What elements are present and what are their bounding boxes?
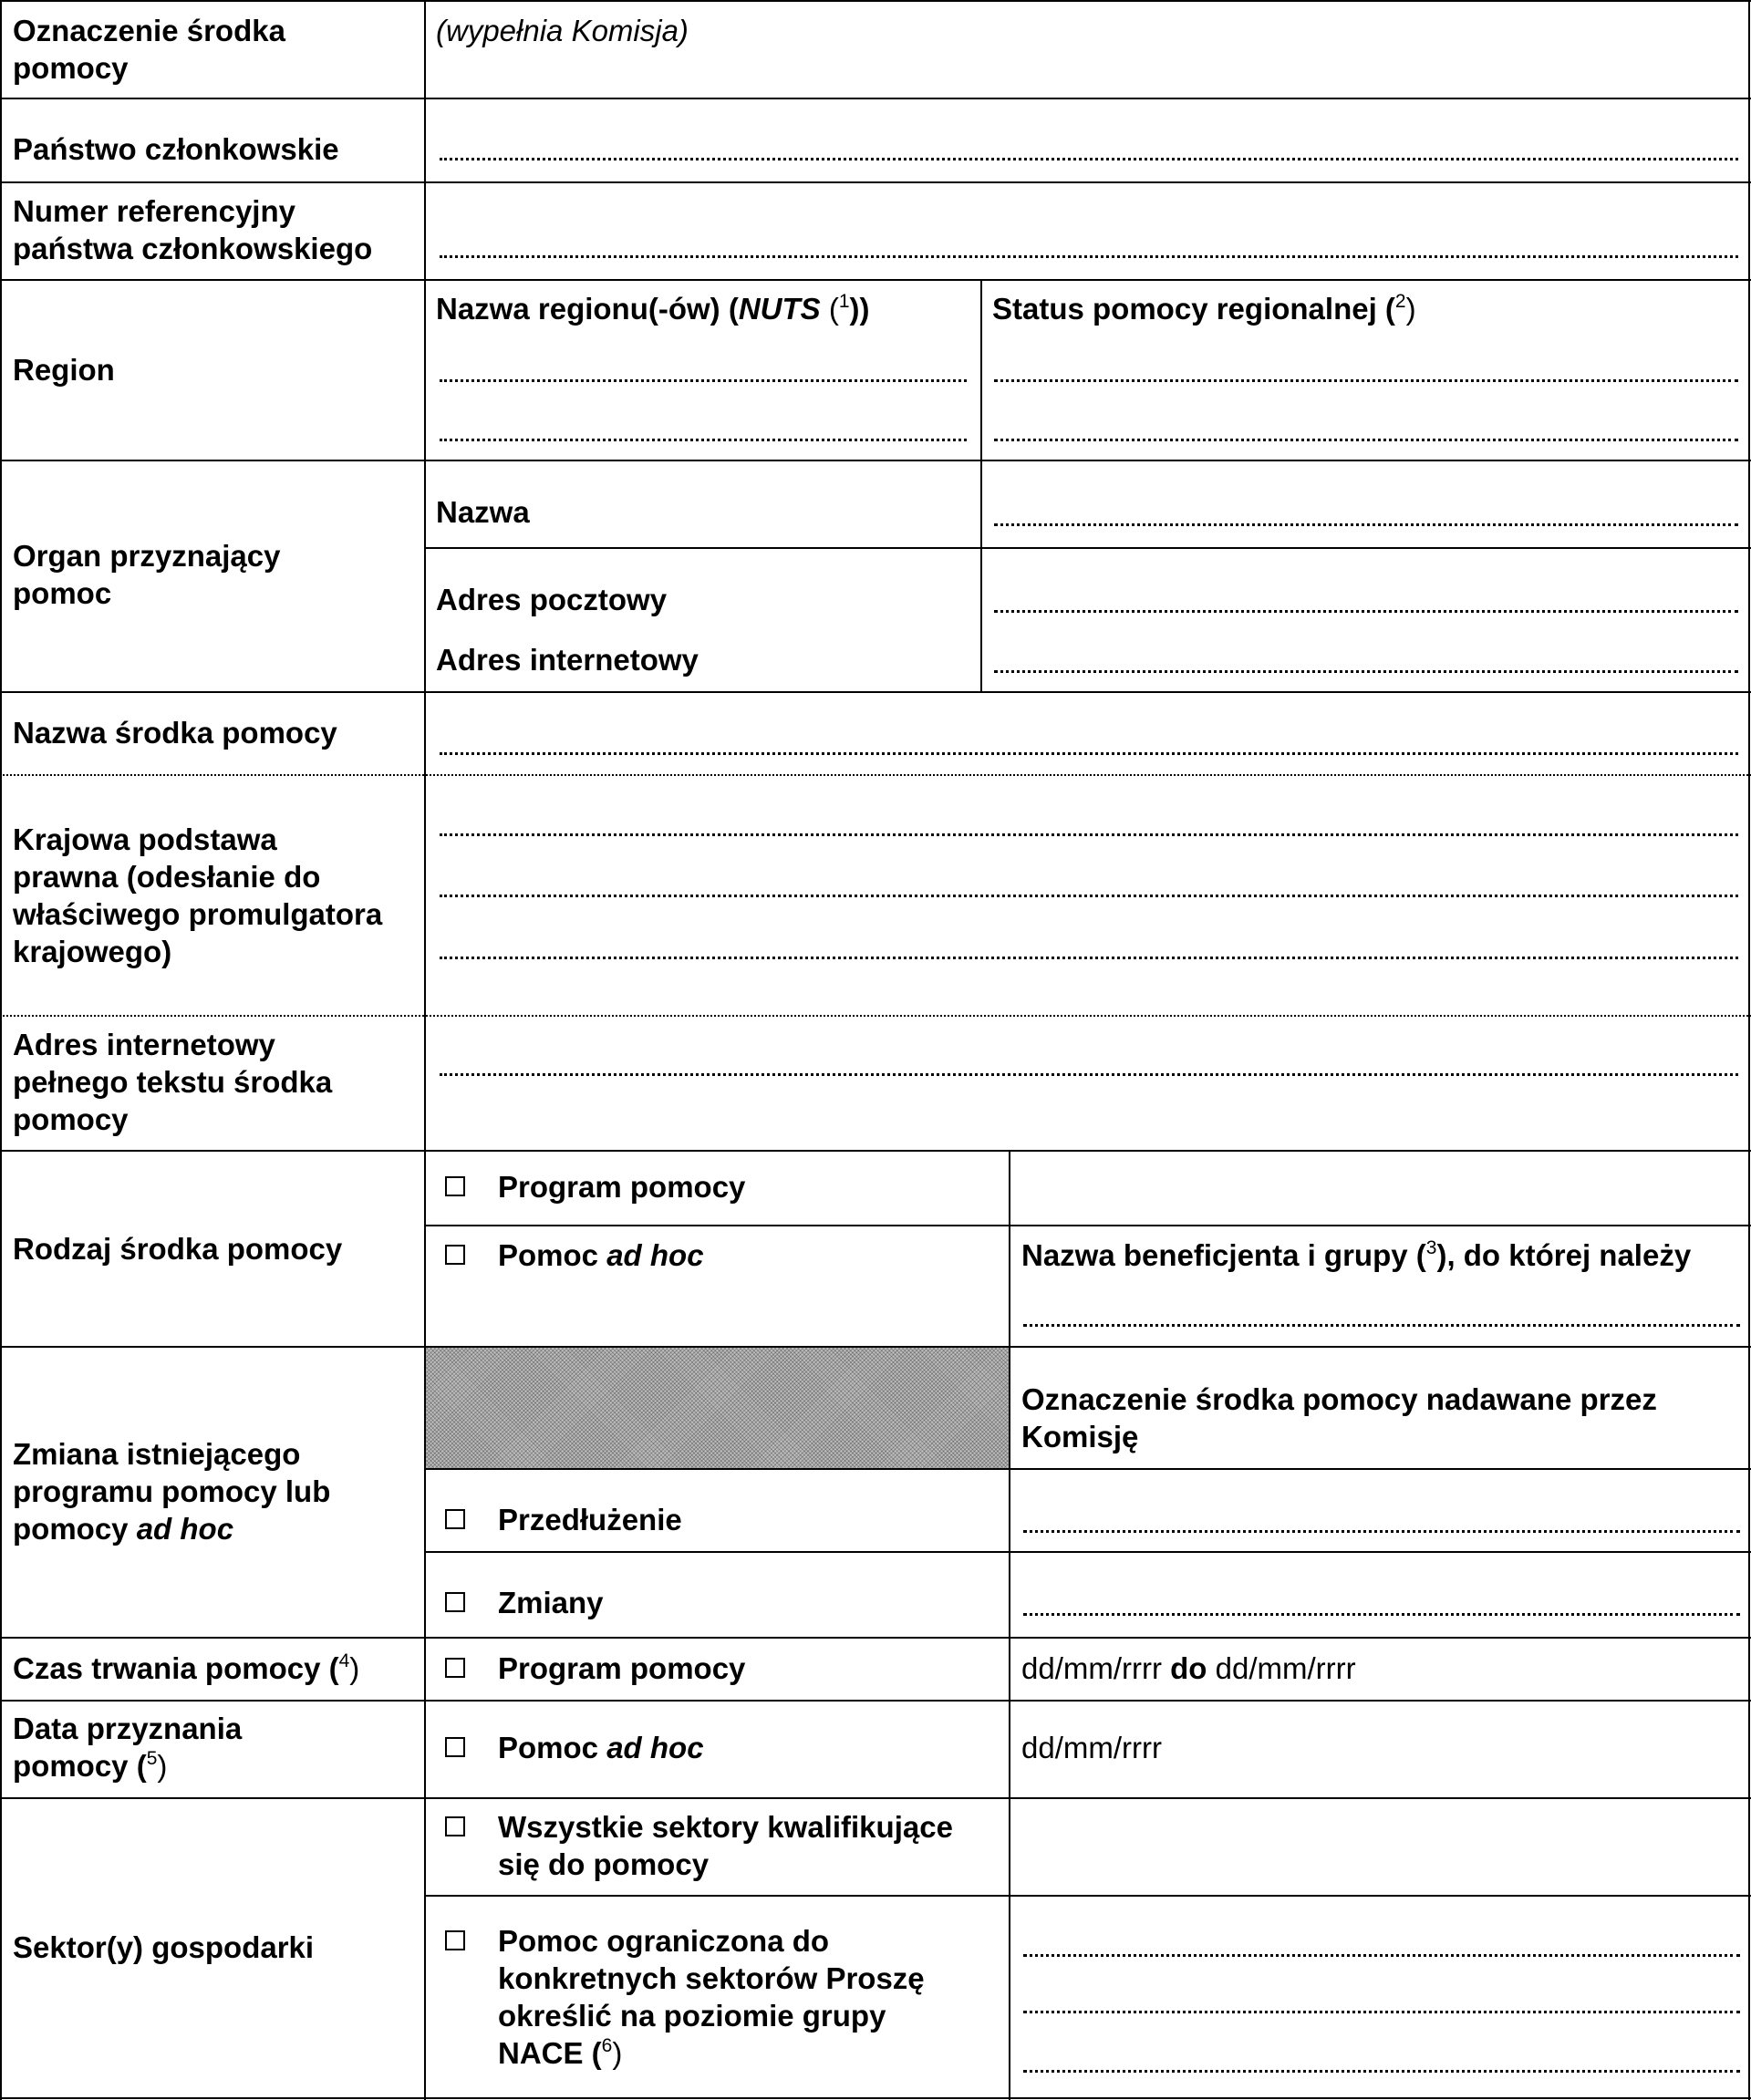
- extension-field[interactable]: [1023, 1530, 1740, 1533]
- label-przedluzenie: Przedłużenie: [498, 1503, 682, 1536]
- row-divider: [0, 1150, 1751, 1152]
- beneficiary-field[interactable]: [1023, 1324, 1740, 1327]
- label-sektor: Sektor(y) gospodarki: [13, 1930, 315, 1964]
- web-address-field[interactable]: [994, 670, 1738, 673]
- row-divider: [0, 460, 1751, 461]
- checkbox-program-pomocy[interactable]: [445, 1176, 465, 1196]
- row-divider: [0, 181, 1751, 183]
- cell-divider: [424, 547, 1751, 549]
- label-column-divider: [424, 0, 426, 2100]
- label-pomoc-ad-hoc: Pomoc ad hoc: [498, 1238, 704, 1272]
- checkbox-pomoc-ograniczona[interactable]: [445, 1930, 465, 1950]
- duration-dates[interactable]: dd/mm/rrrr do dd/mm/rrrr: [1021, 1651, 1356, 1685]
- cell-divider: [424, 1895, 1751, 1897]
- sector-field-1[interactable]: [1023, 1954, 1740, 1957]
- label-data-line1: Data przyznania: [13, 1712, 243, 1745]
- label-krajowa-line4: krajowego): [13, 935, 172, 968]
- checkbox-czas-program-pomocy[interactable]: [445, 1658, 465, 1678]
- row-divider-dotted: [0, 774, 1751, 776]
- label-organ-line2: pomoc: [13, 576, 112, 610]
- cell-divider: [424, 1468, 1751, 1470]
- label-ograniczona-line2: konkretnych sektorów Proszę: [498, 1961, 925, 1995]
- label-wszystkie-line2: się do pomocy: [498, 1847, 710, 1881]
- label-czas-program-pomocy: Program pomocy: [498, 1651, 746, 1685]
- label-zmiana-line1: Zmiana istniejącego: [13, 1437, 301, 1471]
- row-divider: [0, 1700, 1751, 1702]
- row-divider: [0, 98, 1751, 99]
- label-ograniczona-line1: Pomoc ograniczona do: [498, 1924, 830, 1958]
- label-zmiana-line2: programu pomocy lub: [13, 1474, 331, 1508]
- label-region: Region: [13, 353, 115, 387]
- label-adres-www-line3: pomocy: [13, 1102, 129, 1136]
- commission-ref-line2: Komisję: [1021, 1420, 1139, 1453]
- changes-field[interactable]: [1023, 1613, 1740, 1616]
- table-border-left: [0, 0, 2, 2100]
- sector-field-3[interactable]: [1023, 2070, 1740, 2073]
- legal-basis-field-3[interactable]: [440, 957, 1738, 959]
- label-adres-www-line1: Adres internetowy: [13, 1028, 275, 1061]
- label-numer-line2: państwa członkowskiego: [13, 232, 373, 265]
- legal-basis-field-2[interactable]: [440, 895, 1738, 897]
- label-program-pomocy: Program pomocy: [498, 1170, 746, 1204]
- table-border-right: [1748, 0, 1750, 2100]
- label-numer-line1: Numer referencyjny: [13, 194, 295, 228]
- label-czas-trwania: Czas trwania pomocy ($^4$): [13, 1650, 360, 1685]
- cell-divider: [424, 1225, 1751, 1226]
- shaded-cell: [426, 1348, 1009, 1468]
- label-krajowa-line2: prawna (odesłanie do: [13, 860, 321, 894]
- region-name-header: Nazwa regionu(-ów) (NUTS ($^1$)): [436, 291, 870, 326]
- label-oznaczenie-line1: Oznaczenie środka: [13, 14, 285, 47]
- checkbox-pomoc-ad-hoc[interactable]: [445, 1245, 465, 1265]
- regional-status-header: Status pomocy regionalnej ($^2$): [992, 291, 1416, 326]
- beneficiary-header: Nazwa beneficjenta i grupy ($^3$), do której należy: [1021, 1237, 1692, 1272]
- reference-number-field[interactable]: [440, 255, 1738, 258]
- row-divider: [0, 279, 1751, 281]
- label-rodzaj: Rodzaj środka pomocy: [13, 1232, 343, 1266]
- checkbox-przedluzenie[interactable]: [445, 1509, 465, 1529]
- label-oznaczenie-line2: pomocy: [13, 51, 129, 85]
- label-ograniczona-line3: określić na poziomie grupy: [498, 1999, 886, 2033]
- region-name-field-2[interactable]: [440, 439, 967, 441]
- row-divider-dotted: [0, 1015, 1751, 1017]
- authority-name-field[interactable]: [994, 523, 1738, 526]
- sector-field-2[interactable]: [1023, 2011, 1740, 2013]
- member-state-field[interactable]: [440, 158, 1738, 160]
- table-border-top: [0, 0, 1751, 2]
- row-divider: [0, 1637, 1751, 1639]
- label-krajowa-line1: Krajowa podstawa: [13, 822, 277, 856]
- label-nazwa-srodka: Nazwa środka pomocy: [13, 716, 337, 750]
- column-divider: [1009, 1150, 1010, 2100]
- label-krajowa-line3: właściwego promulgatora: [13, 897, 383, 931]
- full-text-url-field[interactable]: [440, 1073, 1738, 1076]
- label-adres-internetowy: Adres internetowy: [436, 643, 699, 677]
- checkbox-zmiany[interactable]: [445, 1592, 465, 1612]
- label-organ-nazwa: Nazwa: [436, 495, 530, 529]
- label-data-line2: pomocy ($^5$): [13, 1748, 168, 1783]
- cell-divider: [424, 1551, 1751, 1553]
- checkbox-data-pomoc-ad-hoc[interactable]: [445, 1737, 465, 1757]
- regional-status-field-1[interactable]: [994, 379, 1738, 382]
- row-divider: [0, 1797, 1751, 1799]
- postal-address-field[interactable]: [994, 610, 1738, 613]
- grant-date[interactable]: dd/mm/rrrr: [1021, 1731, 1162, 1764]
- label-zmiana-line3: pomocy ad hoc: [13, 1512, 234, 1546]
- column-divider: [980, 279, 982, 693]
- label-wszystkie-line1: Wszystkie sektory kwalifikujące: [498, 1810, 953, 1844]
- label-ograniczona-line4: NACE ($^6$): [498, 2035, 623, 2070]
- label-data-pomoc-ad-hoc: Pomoc ad hoc: [498, 1731, 704, 1764]
- table-border-bottom: [0, 2097, 1751, 2099]
- label-panstwo: Państwo członkowskie: [13, 132, 339, 166]
- note-filled-by-commission: (wypełnia Komisja): [436, 14, 689, 47]
- region-name-field-1[interactable]: [440, 379, 967, 382]
- commission-ref-line1: Oznaczenie środka pomocy nadawane przez: [1021, 1382, 1657, 1416]
- row-divider: [0, 691, 1751, 693]
- label-adres-www-line2: pełnego tekstu środka: [13, 1065, 333, 1099]
- legal-basis-field-1[interactable]: [440, 833, 1738, 836]
- label-zmiany: Zmiany: [498, 1586, 604, 1619]
- aid-measure-name-field[interactable]: [440, 752, 1738, 755]
- label-organ-line1: Organ przyznający: [13, 539, 281, 573]
- checkbox-wszystkie-sektory[interactable]: [445, 1816, 465, 1836]
- label-adres-pocztowy: Adres pocztowy: [436, 583, 668, 616]
- regional-status-field-2[interactable]: [994, 439, 1738, 441]
